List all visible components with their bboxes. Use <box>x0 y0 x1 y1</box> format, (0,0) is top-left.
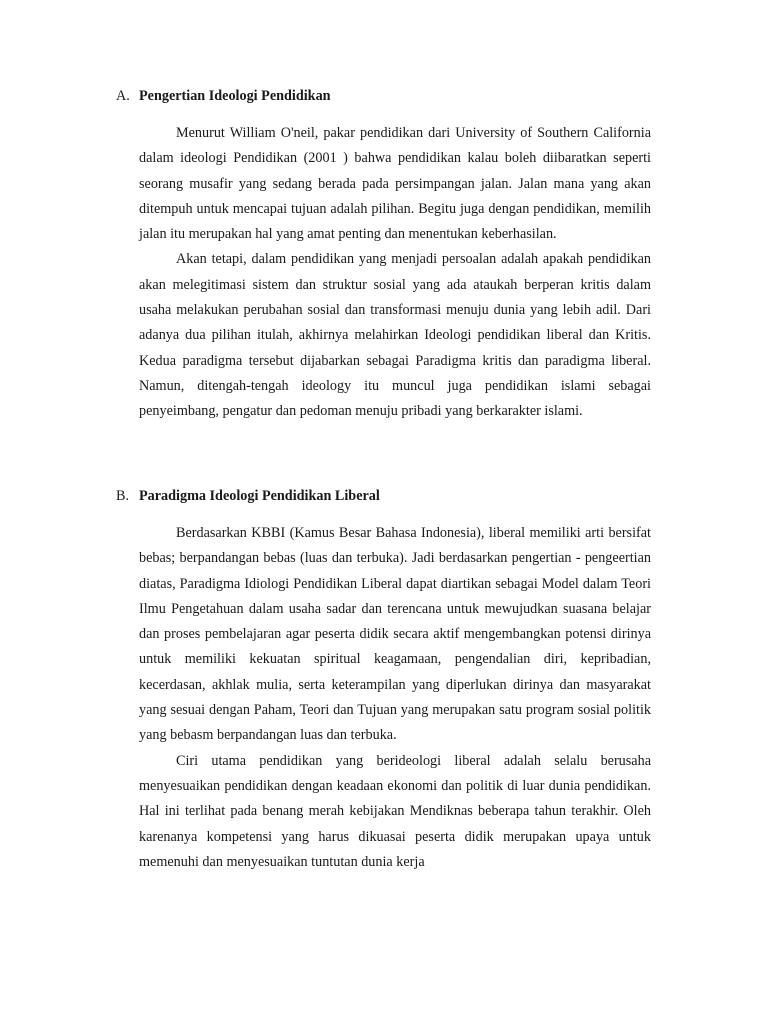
paragraph: Akan tetapi, dalam pendidikan yang menjadi persoalan adalah apakah pendidikan akan melegitimasi sistem dan struktur sosial yang ada ataukah berperan kritis dalam usaha melakukan perubahan sosial dan transformasi menuju dunia yang lebih adil. Dari adanya dua pilihan itulah, akhirnya melahirkan Ideologi pendidikan liberal dan Kritis. Kedua paradigma tersebut dijabarkan sebagai Paradigma kritis dan paradigma liberal. Namun, ditengah-tengah ideology itu muncul juga pendidikan islami sebagai penyeimbang, pengatur dan pedoman menuju pribadi yang berkarakter islami. <box>139 251 651 420</box>
section-heading <box>0 486 768 506</box>
paragraph: Ciri utama pendidikan yang berideologi liberal adalah selalu berusaha menyesuaikan pendidikan dengan keadaan ekonomi dan politik di luar dunia pendidikan. Hal ini terlihat pada benang merah kebijakan Mendiknas beberapa tahun terakhir. Oleh karenanya kompetensi yang harus dikuasai peserta didik merupakan upaya untuk memenuhi dan menyesuaikan tuntutan dunia kerja <box>139 752 651 870</box>
paragraph: Menurut William O'neil, pakar pendidikan dari University of Southern California dalam ideologi Pendidikan (2001 ) bahwa pendidikan kalau boleh diibaratkan seperti seorang musafir yang sedang berada pada persimpangan jalan. Jalan mana yang akan ditempuh untuk mencapai tujuan adalah pilihan. Begitu juga dengan pendidikan, memilih jalan itu merupakan hal yang amat penting dan menentukan keberhasilan. <box>139 125 651 243</box>
section-letter: A. <box>116 88 130 104</box>
section-title: Pengertian Ideologi Pendidikan <box>139 88 331 104</box>
section-heading <box>0 86 768 106</box>
section-title: Paradigma Ideologi Pendidikan Liberal <box>139 488 380 504</box>
paragraph: Berdasarkan KBBI (Kamus Besar Bahasa Indonesia), liberal memiliki arti bersifat bebas; berpandangan bebas (luas dan terbuka). Jadi berdasarkan pengertian - pengeertian diatas, Paradigma Idiologi Pendidikan Liberal dapat diartikan sebagai Model dalam Teori Ilmu Pengetahuan dalam usaha sadar dan terencana untuk mewujudkan suasana belajar dan proses pembelajaran agar peserta didik secara aktif mengembangkan potensi dirinya untuk memiliki kekuatan spiritual keagamaan, pengendalian diri, kepribadian, kecerdasan, akhlak mulia, serta keterampilan yang diperlukan dirinya dan masyarakat yang sesuai dengan Paham, Teori dan Tujuan yang merupakan satu program sosial politik yang bebasm berpandangan luas dan terbuka. <box>139 525 651 744</box>
section-letter: B. <box>116 488 130 504</box>
section-paradigma-liberal <box>0 486 768 875</box>
section-pengertian-ideologi <box>0 86 768 425</box>
